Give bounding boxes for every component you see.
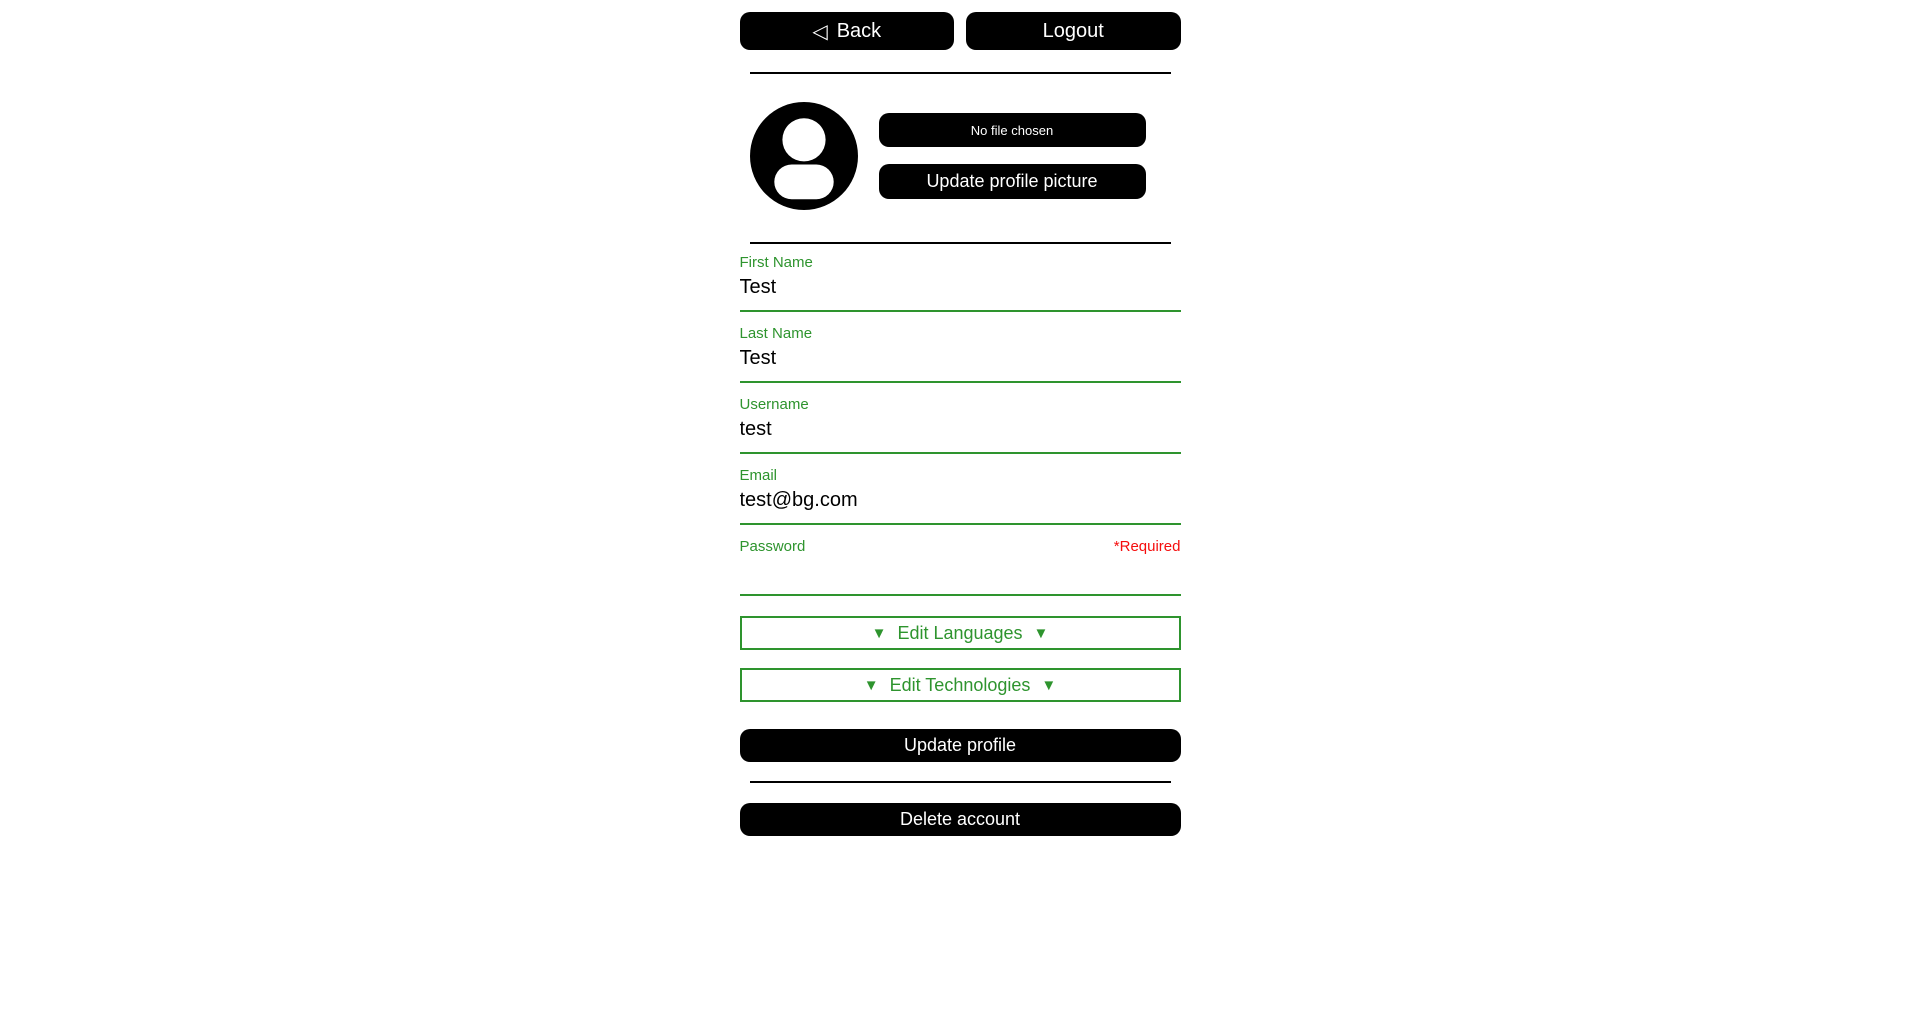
- back-button[interactable]: [740, 12, 955, 50]
- edit-languages-label: Edit Languages: [897, 622, 1023, 643]
- update-picture-button[interactable]: Update profile picture: [879, 164, 1146, 199]
- chevron-down-icon: ▼: [1041, 676, 1057, 694]
- password-label: Password: [739, 538, 806, 555]
- first-name-label: First Name: [739, 254, 813, 271]
- field-email: [740, 467, 1181, 525]
- edit-languages-button[interactable]: [740, 616, 1181, 650]
- file-chooser-button[interactable]: No file chosen: [879, 113, 1146, 147]
- required-note: *Required: [1113, 538, 1181, 555]
- field-last-name: [740, 325, 1181, 383]
- edit-technologies-label: Edit Technologies: [889, 674, 1031, 695]
- username-label: Username: [739, 396, 809, 413]
- edit-technologies-button[interactable]: [740, 668, 1181, 702]
- profile-page: [740, 12, 1181, 836]
- field-first-name: [740, 254, 1181, 312]
- username-input[interactable]: [740, 414, 1181, 454]
- profile-picture-section: [740, 102, 1181, 210]
- field-password: [740, 538, 1181, 596]
- password-input[interactable]: [740, 556, 1181, 596]
- divider: [750, 72, 1171, 74]
- chevron-down-icon: ▼: [863, 676, 879, 694]
- picture-controls: [879, 113, 1146, 199]
- profile-form: [740, 254, 1181, 596]
- divider: [750, 781, 1171, 783]
- logout-button[interactable]: Logout: [966, 12, 1181, 50]
- divider: [750, 242, 1171, 244]
- email-label: Email: [739, 467, 778, 484]
- chevron-down-icon: ▼: [871, 624, 887, 642]
- first-name-input[interactable]: [740, 272, 1181, 312]
- last-name-input[interactable]: [740, 343, 1181, 383]
- back-button-label: Back: [836, 19, 882, 42]
- triangle-left-icon: ◁: [812, 20, 828, 43]
- email-input[interactable]: [740, 485, 1181, 525]
- last-name-label: Last Name: [739, 325, 813, 342]
- header-actions: [740, 12, 1181, 50]
- chevron-down-icon: ▼: [1033, 624, 1049, 642]
- delete-account-button[interactable]: Delete account: [740, 803, 1181, 836]
- person-avatar-icon: [750, 102, 858, 210]
- field-username: [740, 396, 1181, 454]
- update-profile-button[interactable]: Update profile: [740, 729, 1181, 762]
